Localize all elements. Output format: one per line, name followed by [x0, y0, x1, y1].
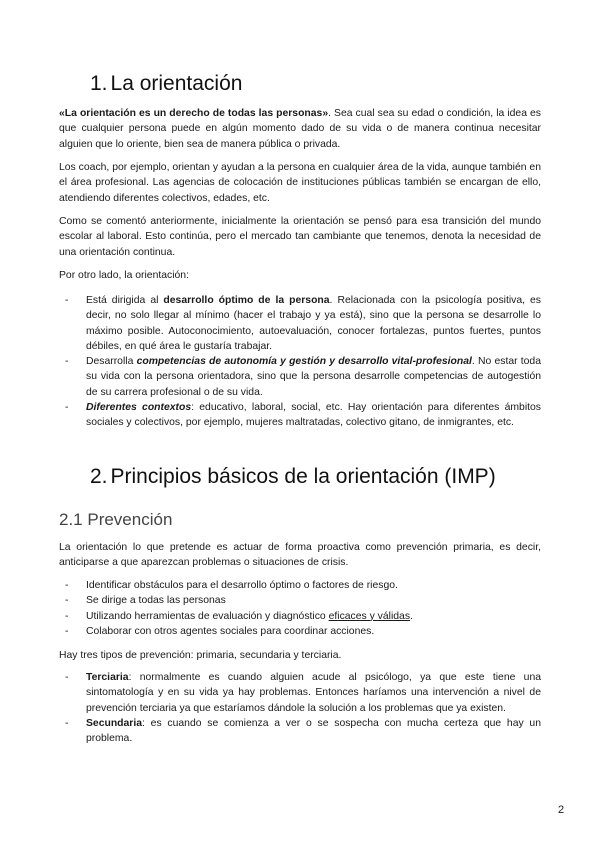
section-2-number: 2.: [90, 465, 108, 488]
section-1-number: 1.: [90, 72, 108, 95]
section-1-paragraph-3: Como se comentó anteriormente, inicialmente la orientación se pensó para esa transición del mundo escolar al laboral. Esto continúa, pero el mercado tan cambiante que tenemos, denota la necesidad de una orientación continua.: [59, 216, 541, 258]
section-2-1-paragraph-1: La orientación lo que pretende es actuar de forma proactiva como prevención primaria, es decir, anticiparse a que aparezcan problemas o situaciones de crisis.: [59, 542, 541, 569]
link-eficaces-validas[interactable]: eficaces y válidas: [328, 610, 411, 622]
list-item: - Se dirige a todas las personas: [59, 593, 541, 608]
section-1-p1-bold: «La orientación es un derecho de todas las personas»: [59, 108, 329, 119]
list-item: - Utilizando herramientas de evaluación y diagnóstico eficaces y válidas.: [59, 609, 541, 624]
section-1-bullet-list: [59, 293, 541, 431]
section-2-heading: [90, 465, 496, 489]
section-1-title: La orientación: [110, 72, 243, 95]
section-2-1-paragraph-2: Hay tres tipos de prevención: primaria, secundaria y terciaria.: [59, 650, 342, 661]
list-item: - Colaborar con otros agentes sociales para coordinar acciones.: [59, 624, 541, 639]
list-item: - Terciaria: normalmente es cuando alguien acude al psicólogo, ya que este tiene una sintomatología y en su vida ya hay problemas. Entonces haríamos una intervención a nivel de prevención terciaria ya que estaríamos dándole la solución a los problemas que ya existen.: [59, 670, 541, 716]
section-1-paragraph-2: Los coach, por ejemplo, orientan y ayudan a la persona en cualquier área de la vida, aunque también en el área profesional. Las agencias de colocación de instituciones públicas también se encargan de ello, atendiendo diferentes colectivos, edades, etc.: [59, 162, 541, 204]
list-item: - Identificar obstáculos para el desarrollo óptimo o factores de riesgo.: [59, 578, 541, 593]
section-1-paragraph-1: [59, 106, 541, 152]
subsection-2-1-heading: 2.1 Prevención: [59, 510, 173, 529]
list-item: - Está dirigida al desarrollo óptimo de la persona. Relacionada con la psicología positiva, es decir, no solo llegar al mínimo (hacer el trabajo y ya está), sino que la persona se desarrolle lo máximo posible. Autoconocimiento, autoevaluación, conocer fortalezas, puntos fuertes, puntos débiles, en qué área le gustaría trabajar.: [59, 293, 541, 354]
list-item: - Desarrolla competencias de autonomía y gestión y desarrollo vital-profesional. No estar toda su vida con la persona orientadora, sino que la persona desarrolle competencias de autogestión de su carrera profesional o de su vida.: [59, 354, 541, 400]
section-1-heading: [90, 72, 242, 96]
section-1-paragraph-4: Por otro lado, la orientación:: [59, 270, 189, 281]
page-number: 2: [558, 804, 565, 816]
list-item: - Diferentes contextos: educativo, laboral, social, etc. Hay orientación para diferentes ámbitos sociales y colectivos, por ejemplo, mujeres maltratadas, colectivo gitano, de inmigrantes, etc.: [59, 400, 541, 431]
list-item: - Secundaria: es cuando se comienza a ver o se sospecha con mucha certeza que hay un problema.: [59, 716, 541, 747]
prevention-types-list: [59, 670, 541, 746]
section-2-1-bullet-list: [59, 578, 541, 639]
section-2-title: Principios básicos de la orientación (IMP): [110, 465, 496, 488]
section-1-p1-rest: . Sea cual sea su edad o condición, la idea es que cualquier persona puede en algún momento dado de su vida o de manera continua necesitar alguien que lo oriente, bien sea de manera pública o privada.: [59, 108, 541, 150]
